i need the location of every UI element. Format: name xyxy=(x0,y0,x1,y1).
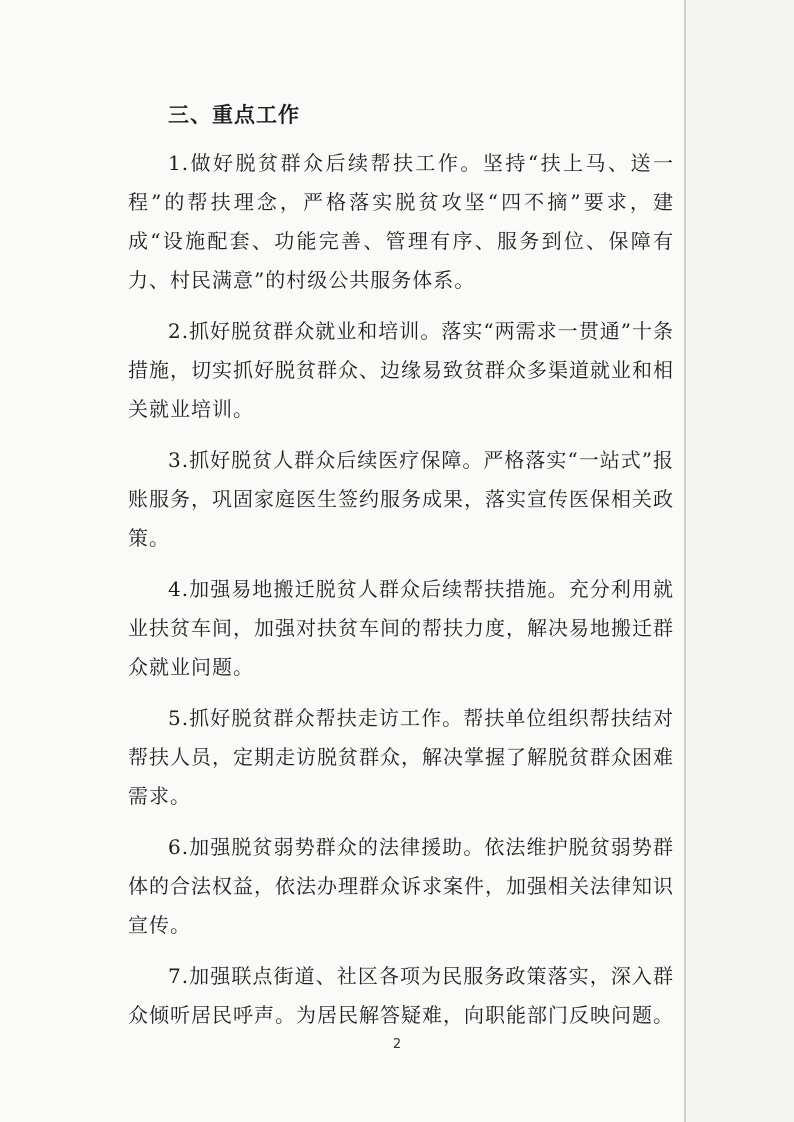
work-item-2: 2.抓好脱贫群众就业和培训。落实“两需求一贯通”十条措施，切实抓好脱贫群众、边缘易致贫群众多渠道就业和相关就业培训。 xyxy=(128,319,674,421)
work-item-6: 6.加强脱贫弱势群众的法律援助。依法维护脱贫弱势群体的合法权益，依法办理群众诉求案件，加强相关法律知识宣传。 xyxy=(128,835,674,937)
work-item-1: 1.做好脱贫群众后续帮扶工作。坚持“扶上马、送一程”的帮扶理念，严格落实脱贫攻坚“四不摘”要求，建成“设施配套、功能完善、管理有序、服务到位、保障有力、村民满意”的村级公共服务体系。 xyxy=(128,151,674,292)
work-item-4: 4.加强易地搬迁脱贫人群众后续帮扶措施。充分利用就业扶贫车间，加强对扶贫车间的帮扶力度，解决易地搬迁群众就业问题。 xyxy=(128,577,674,679)
work-item-3: 3.抓好脱贫人群众后续医疗保障。严格落实“一站式”报账服务，巩固家庭医生签约服务成果，落实宣传医保相关政策。 xyxy=(128,448,674,550)
page-number: 2 xyxy=(392,1037,402,1052)
page-edge-line xyxy=(684,0,686,1122)
document-body xyxy=(128,98,674,1047)
section-title: 三、重点工作 xyxy=(168,102,300,127)
work-item-7: 7.加强联点街道、社区各项为民服务政策落实，深入群众倾听居民呼声。为居民解答疑难，向职能部门反映问题。 xyxy=(128,964,674,1027)
work-item-5: 5.抓好脱贫群众帮扶走访工作。帮扶单位组织帮扶结对帮扶人员，定期走访脱贫群众，解决掌握了解脱贫群众困难需求。 xyxy=(128,706,674,808)
scan-margin xyxy=(686,0,794,1122)
